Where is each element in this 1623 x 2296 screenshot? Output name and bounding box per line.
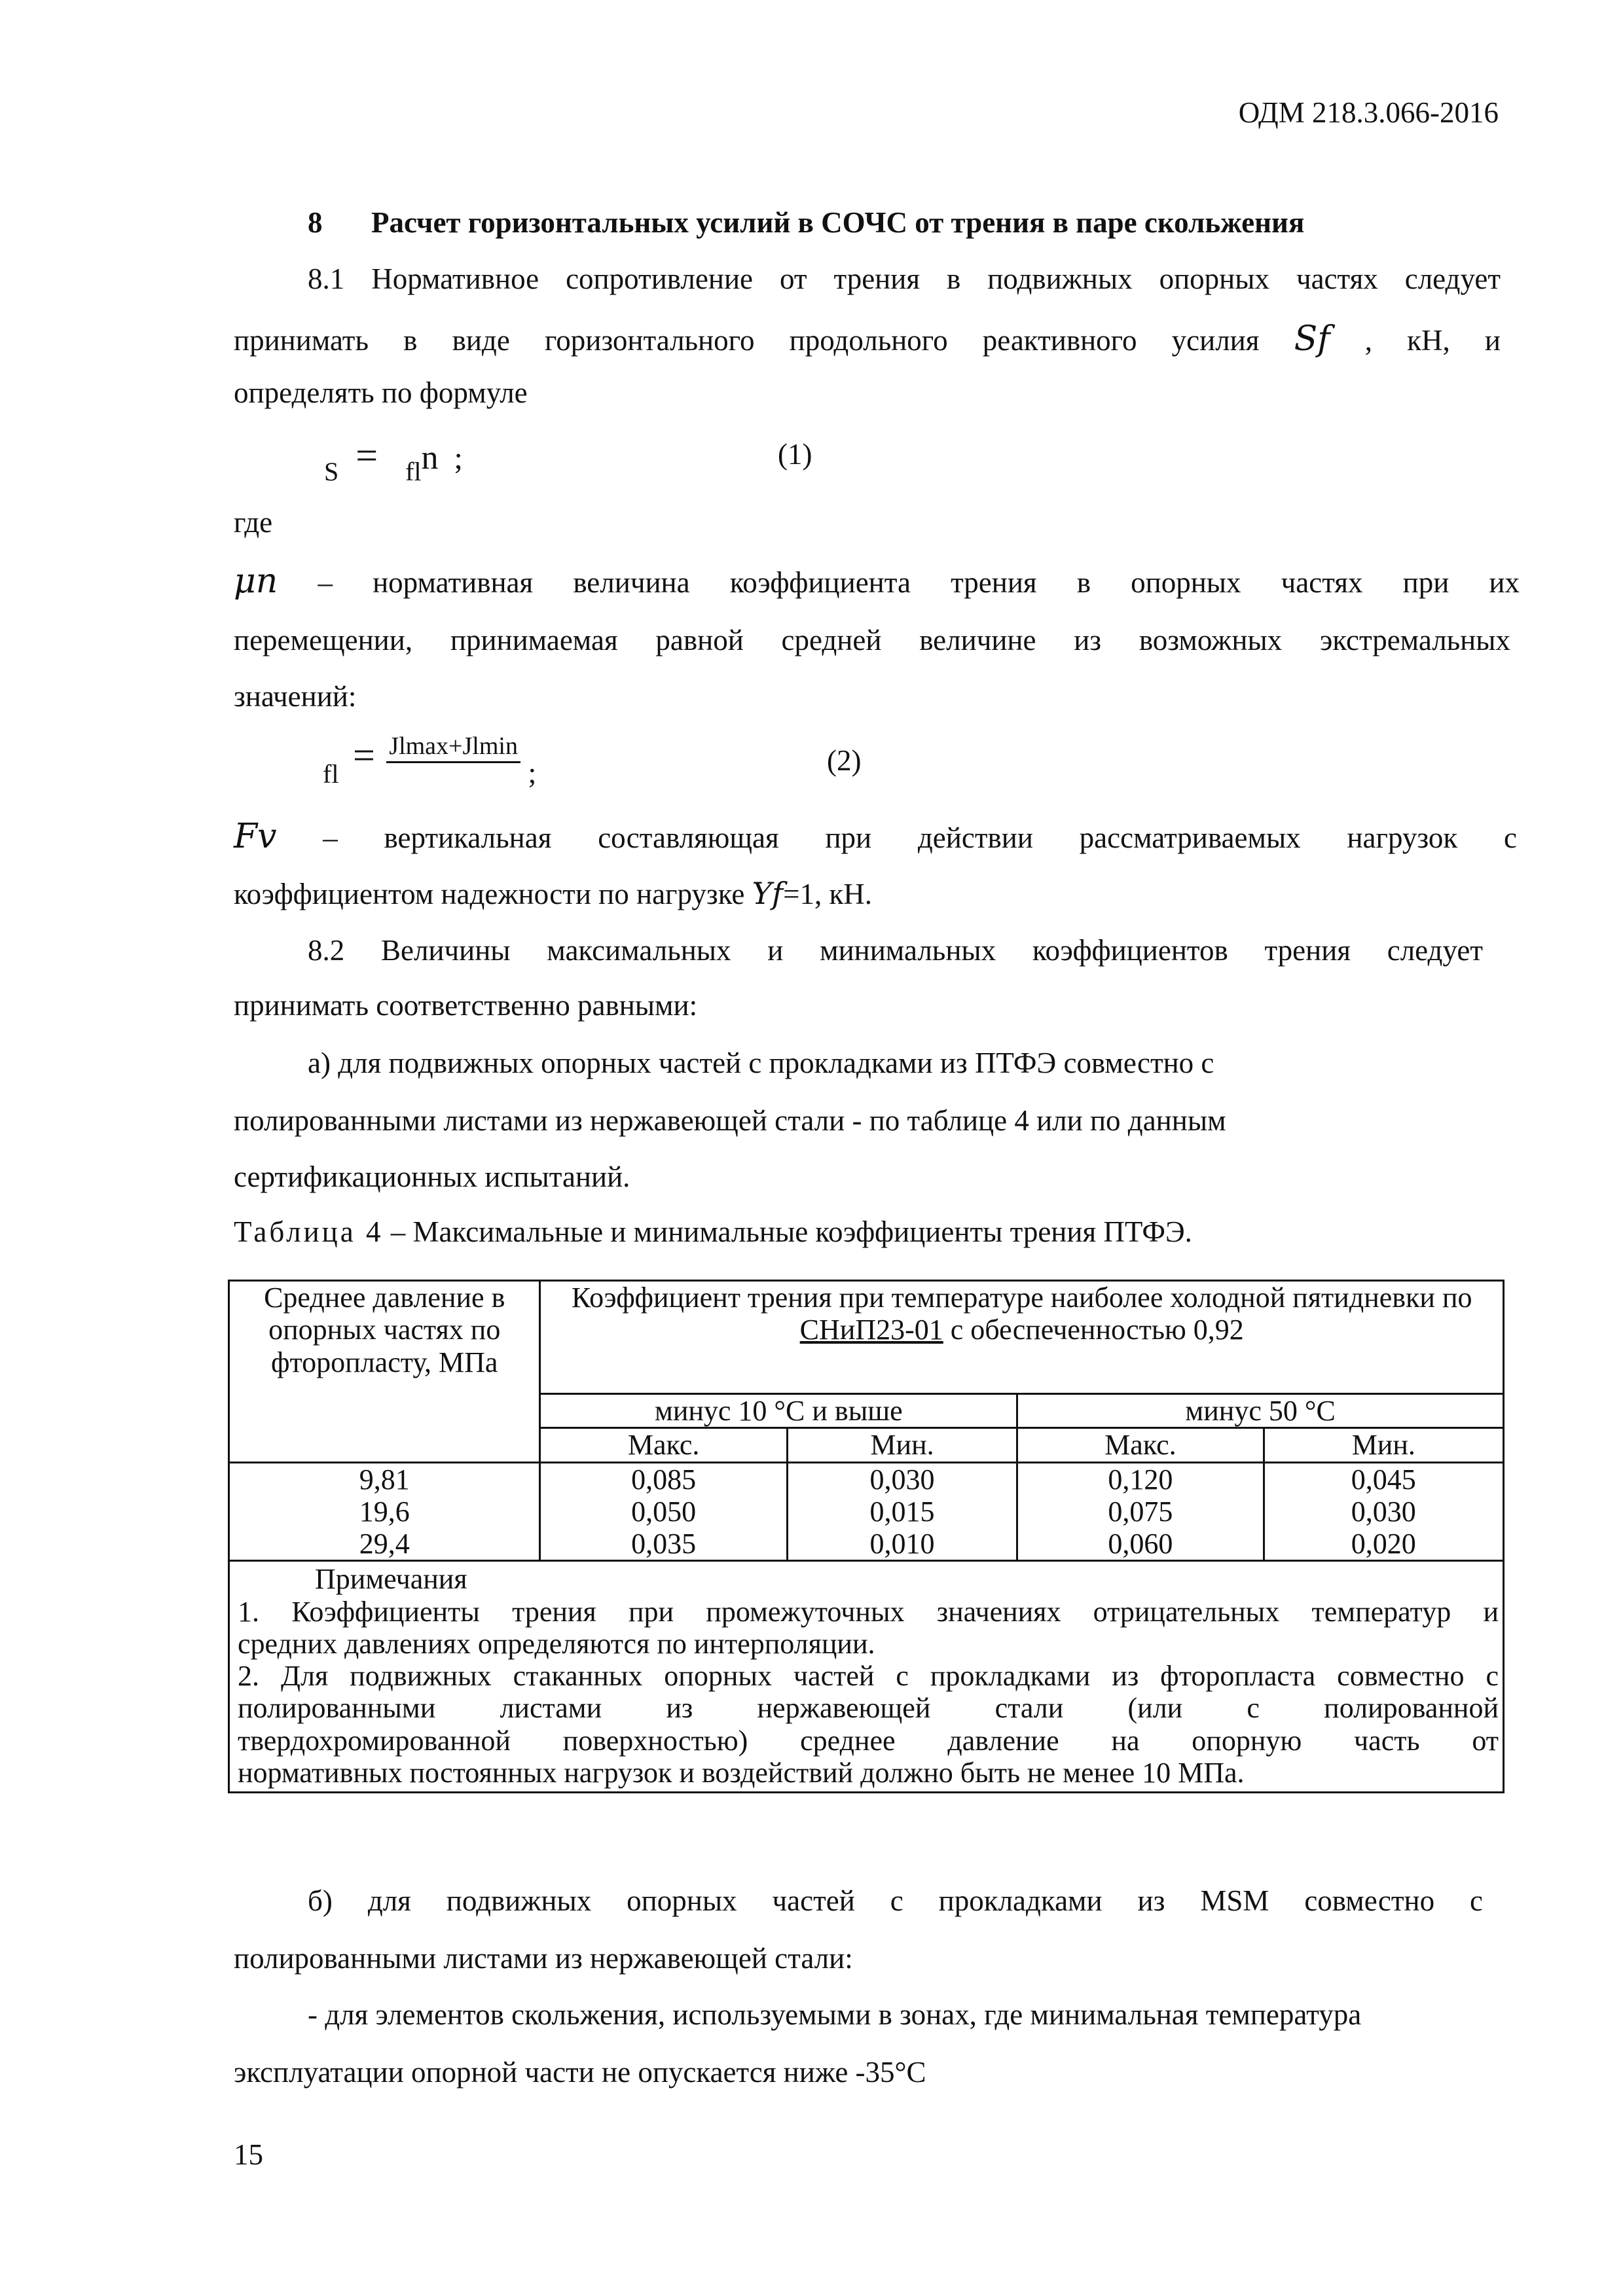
value-cell: 0,020 — [1264, 1528, 1503, 1561]
fv-symbol: Fv — [234, 817, 277, 856]
value-cell: 0,075 — [1017, 1496, 1264, 1528]
section-title: Расчет горизонтальных усилий в СОЧС от трения в паре скольжения — [371, 206, 1305, 239]
p81-line2-text: принимать в виде горизонтального продольного реактивного усилия — [234, 324, 1260, 357]
item-b-line1: б) для подвижных опорных частей с прокладками из MSM совместно с — [308, 1884, 1483, 1917]
temp-header-1: минус 10 °С и выше — [540, 1394, 1017, 1428]
table4-caption-label: Таблица 4 — [234, 1215, 384, 1248]
fv-def-line2-text: коэффициентом надежности по нагрузке — [234, 878, 745, 910]
max-header-1: Макс. — [540, 1428, 787, 1462]
group-header-after: с обеспеченностью 0,92 — [950, 1314, 1244, 1346]
table4-caption — [234, 1217, 1192, 1247]
formula1-s: S — [324, 457, 339, 486]
value-cell: 0,120 — [1017, 1462, 1264, 1496]
note2-line4: нормативных постоянных нагрузок и воздействий должно быть не менее 10 МПа. — [238, 1756, 1245, 1789]
bullet-line1: - для элементов скольжения, используемыми в зонах, где минимальная температура — [308, 1998, 1362, 2031]
note2-line2: полированными листами из нержавеющей стали (или с полированной — [238, 1692, 1499, 1725]
note1-line1: 1. Коэффициенты трения при промежуточных значениях отрицательных температур и — [238, 1595, 1499, 1628]
formula-1 — [324, 433, 463, 486]
fv-def-line1-text: – вертикальная составляющая при действии рассматриваемых нагрузок с — [323, 821, 1517, 854]
group-header — [540, 1281, 1504, 1394]
formula2-numerator: Jlmax+Jlmin — [386, 734, 520, 763]
formula2-left: fl — [323, 759, 339, 789]
value-cell: 0,015 — [787, 1496, 1017, 1528]
yf-symbol: Yf — [752, 876, 784, 911]
notes-row — [229, 1561, 1504, 1793]
table-row — [229, 1462, 1504, 1496]
friction-table — [228, 1280, 1504, 1793]
value-cell: 0,060 — [1017, 1528, 1264, 1561]
col0-header: Среднее давление в опорных частях по фторопласту, МПа — [229, 1281, 540, 1463]
table-row — [229, 1496, 1504, 1528]
item-a-line1: а) для подвижных опорных частей с прокладками из ПТФЭ совместно с — [308, 1047, 1214, 1079]
bullet-line2: эксплуатации опорной части не опускается ниже -35°С — [234, 2056, 926, 2089]
section-number: 8 — [308, 206, 323, 239]
item-b-line2: полированными листами из нержавеющей стали: — [234, 1942, 853, 1975]
formula2-eq: = — [352, 734, 375, 777]
value-cell: 0,050 — [540, 1496, 787, 1528]
mu-def-line2: перемещении, принимаемая равной средней величине из возможных экстремальных — [234, 624, 1510, 656]
value-cell: 0,045 — [1264, 1462, 1503, 1496]
note2-line1: 2. Для подвижных стаканных опорных частей с прокладками из фторопласта совместно с — [238, 1660, 1499, 1693]
min-header-2: Мин. — [1264, 1428, 1503, 1462]
note1-line2: средних давлениях определяются по интерполяции. — [238, 1627, 875, 1660]
p81-line2 — [234, 319, 1501, 359]
max-header-2: Макс. — [1017, 1428, 1264, 1462]
formula1-mu: fl — [405, 457, 422, 486]
formula2-fraction — [386, 734, 520, 789]
formula2-semicolon: ; — [528, 756, 537, 789]
page-number: 15 — [234, 2138, 263, 2171]
value-cell: 0,030 — [787, 1462, 1017, 1496]
value-cell: 0,030 — [1264, 1496, 1503, 1528]
p82-line1: 8.2 Величины максимальных и минимальных коэффициентов трения следует — [308, 934, 1483, 967]
p82-line2: принимать соответственно равными: — [234, 989, 698, 1022]
mu-def-line1 — [234, 562, 1520, 601]
snip-link[interactable]: СНиП23-01 — [799, 1314, 943, 1346]
document-code: ОДМ 218.3.066-2016 — [1238, 96, 1499, 129]
item-a-line2: полированными листами из нержавеющей стали - по таблице 4 или по данным — [234, 1104, 1226, 1137]
section-heading — [308, 208, 1304, 238]
p81-line2-tail: , кН, и — [1364, 324, 1501, 357]
sf-symbol: Sf — [1294, 319, 1330, 359]
value-cell: 0,010 — [787, 1528, 1017, 1561]
min-header-1: Мин. — [787, 1428, 1017, 1462]
pressure-cell: 29,4 — [229, 1528, 540, 1561]
table-header-row — [229, 1281, 1504, 1394]
formula1-n: n — [421, 439, 439, 476]
table4-caption-text: – Максимальные и минимальные коэффициенты трения ПТФЭ. — [390, 1215, 1192, 1248]
formula1-semicolon: ; — [454, 441, 463, 476]
formula1-number: (1) — [778, 438, 812, 471]
formula1-eq: = — [356, 434, 378, 477]
mu-def-line3: значений: — [234, 680, 357, 713]
value-cell: 0,035 — [540, 1528, 787, 1561]
p81-line3: определять по формуле — [234, 376, 528, 409]
pressure-cell: 9,81 — [229, 1462, 540, 1496]
fv-def-line1 — [234, 817, 1517, 856]
mu-def-line1-text: – нормативная величина коэффициента трения в опорных частях при их — [318, 566, 1520, 599]
mu-n-symbol: μn — [234, 562, 278, 601]
fv-def-line2-tail: =1, кН. — [783, 878, 873, 910]
notes-title: Примечания — [315, 1563, 467, 1596]
formula2-number: (2) — [827, 744, 862, 777]
value-cell: 0,085 — [540, 1462, 787, 1496]
table-notes — [229, 1561, 1504, 1793]
formula-2 — [323, 733, 536, 789]
where-label: где — [234, 506, 273, 539]
group-header-before: Коэффициент трения при температуре наиболее холодной пятидневки по — [571, 1282, 1472, 1314]
item-a-line3: сертификационных испытаний. — [234, 1160, 630, 1193]
temp-header-2: минус 50 °С — [1017, 1394, 1504, 1428]
p81-line1: 8.1 Нормативное сопротивление от трения в подвижных опорных частях следует — [308, 262, 1501, 295]
fv-def-line2 — [234, 878, 872, 909]
pressure-cell: 19,6 — [229, 1496, 540, 1528]
table-row — [229, 1528, 1504, 1561]
note2-line3: твердохромированной поверхностью) среднее давление на опорную часть от — [238, 1724, 1499, 1757]
